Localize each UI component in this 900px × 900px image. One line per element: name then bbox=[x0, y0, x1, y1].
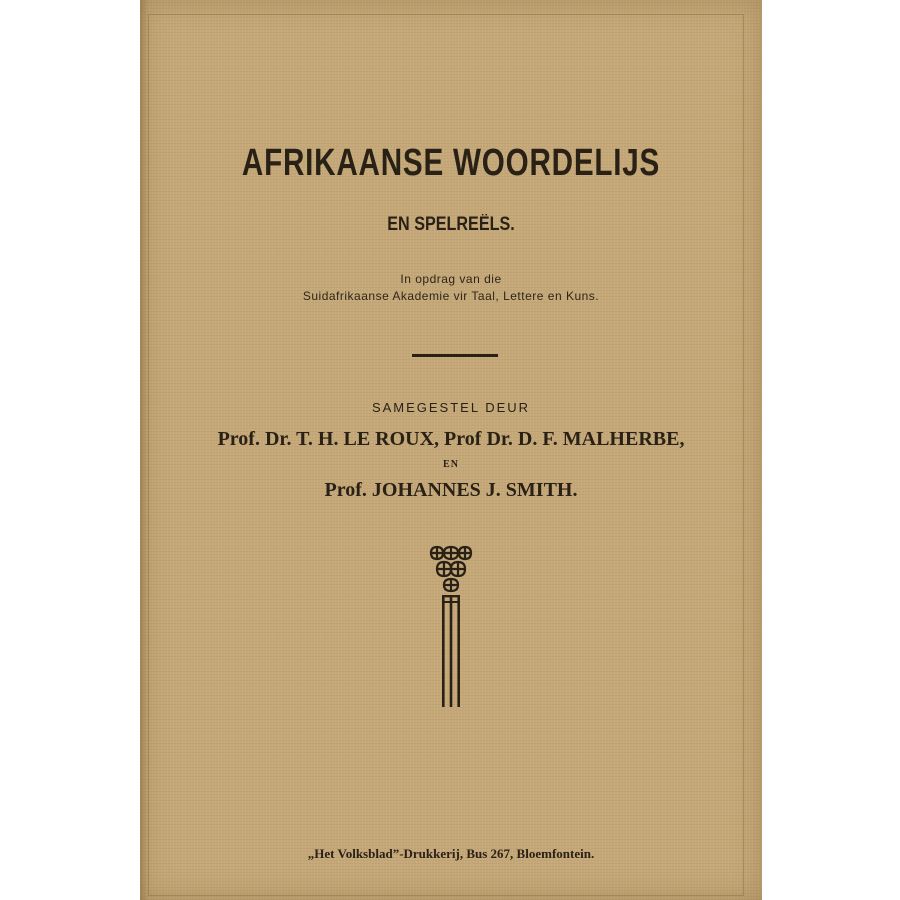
commission-text bbox=[140, 271, 762, 305]
authors-line-1: Prof. Dr. T. H. LE ROUX, Prof Dr. D. F. MALHERBE, bbox=[217, 428, 685, 450]
book-subtitle: EN SPELREËLS. bbox=[387, 214, 515, 235]
compiled-by-label: SAMEGESTEL DEUR bbox=[371, 400, 531, 415]
publisher-line: „Het Volksblad”-Drukkerij, Bus 267, Bloemfontein. bbox=[307, 846, 595, 861]
floral-stem-ornament-icon bbox=[427, 545, 475, 710]
commission-line-1: In opdrag van die bbox=[400, 272, 502, 286]
divider-rule bbox=[412, 354, 498, 357]
commission-line-2: Suidafrikaanse Akademie vir Taal, Lettere en Kuns. bbox=[302, 289, 600, 303]
book-cover bbox=[140, 0, 762, 900]
authors-conjunction: EN bbox=[443, 459, 459, 470]
authors-line-2: Prof. JOHANNES J. SMITH. bbox=[324, 479, 578, 501]
book-title: AFRIKAANSE WOORDELIJS bbox=[241, 142, 661, 184]
